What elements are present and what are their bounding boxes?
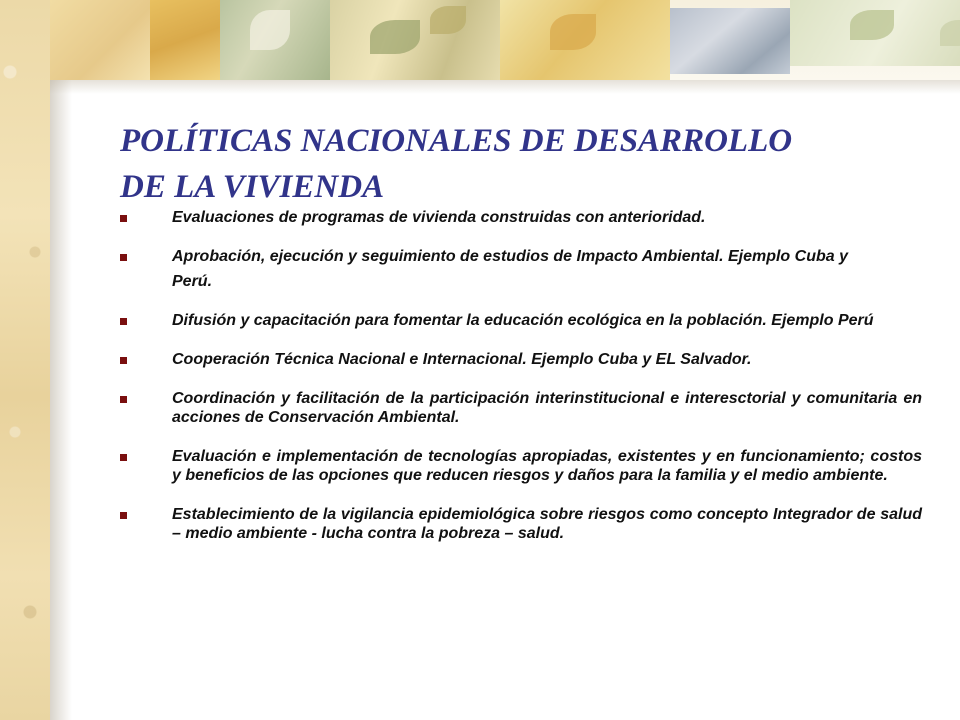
square-bullet-icon (120, 454, 127, 461)
square-bullet-icon (120, 396, 127, 403)
bullet-item (120, 389, 922, 427)
bullet-text: Establecimiento de la vigilancia epidemiológica sobre riesgos como concepto Integrador de salud – medio ambiente - lucha contra la pobreza – salud. (172, 506, 922, 542)
slide-title-line-1: POLÍTICAS NACIONALES DE DESARROLLO (120, 123, 793, 159)
square-bullet-icon (120, 318, 127, 325)
bullet-text: Coordinación y facilitación de la participación interinstitucional e interesctorial y comunitaria en acciones de Conservación Ambiental. (172, 390, 922, 426)
left-shadow (50, 80, 72, 720)
bullet-item (120, 350, 922, 369)
bullet-continuation-text: Perú. (172, 273, 213, 290)
bullet-item (120, 311, 922, 330)
left-parchment-strip (0, 0, 50, 720)
slide-title-line-2: DE LA VIVIENDA (120, 169, 385, 205)
bullet-item (120, 208, 922, 227)
banner-tile (670, 8, 790, 74)
banner-tile (500, 0, 670, 80)
top-shadow (50, 80, 960, 94)
banner-tile (50, 0, 150, 80)
square-bullet-icon (120, 254, 127, 261)
square-bullet-icon (120, 357, 127, 364)
banner-tile (790, 0, 960, 66)
banner-tile (330, 0, 500, 80)
top-decorative-banner (50, 0, 960, 80)
bullet-text: Difusión y capacitación para fomentar la educación ecológica en la población. Ejemplo Perú (172, 312, 874, 329)
bullet-text: Evaluación e implementación de tecnologías apropiadas, existentes y en funcionamiento; costos y beneficios de las opciones que reducen riesgos y daños para la familia y el medio ambiente. (172, 448, 922, 484)
square-bullet-icon (120, 215, 127, 222)
bullet-list (120, 208, 922, 563)
square-bullet-icon (120, 512, 127, 519)
banner-tile (150, 0, 220, 80)
bullet-text: Evaluaciones de programas de vivienda construidas con anterioridad. (172, 209, 706, 226)
bullet-item (120, 447, 922, 485)
bullet-text: Cooperación Técnica Nacional e Internacional. Ejemplo Cuba y EL Salvador. (172, 351, 752, 368)
bullet-item (120, 505, 922, 543)
bullet-text: Aprobación, ejecución y seguimiento de estudios de Impacto Ambiental. Ejemplo Cuba y (172, 248, 848, 265)
slide-title (120, 118, 900, 210)
bullet-item (120, 247, 922, 291)
banner-tile (220, 0, 330, 80)
